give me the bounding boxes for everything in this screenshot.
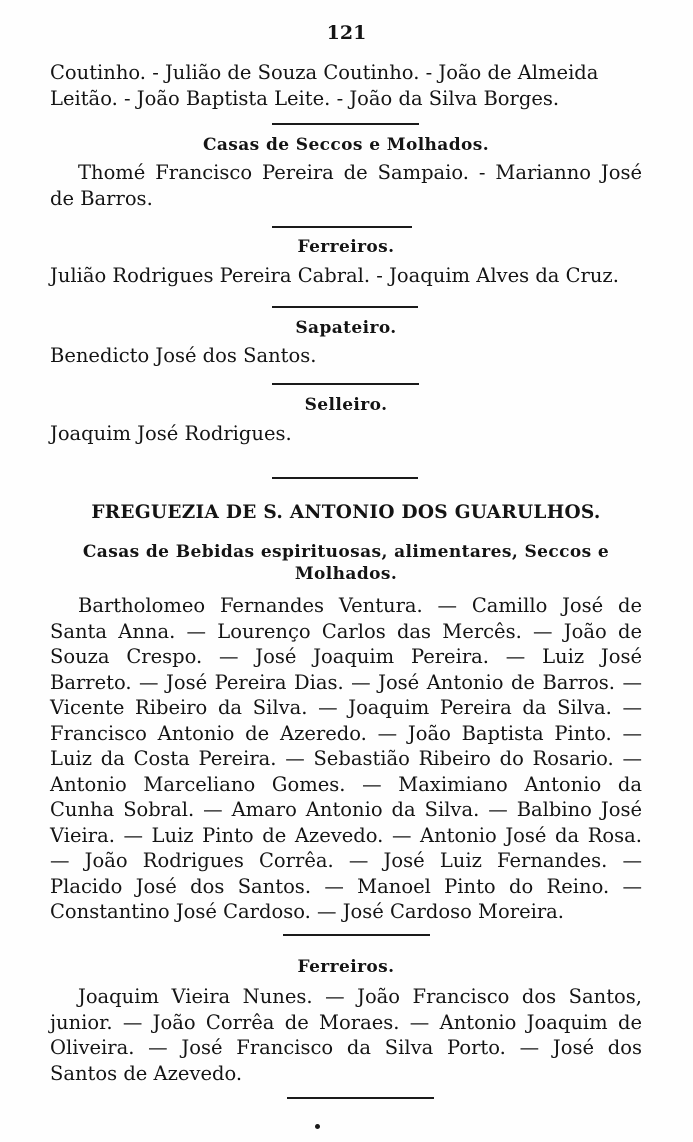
- section-divider: [272, 123, 419, 125]
- section-divider: [272, 306, 418, 308]
- continuation-line-1: Coutinho. - Julião de Souza Coutinho. - João de Almeida: [50, 61, 599, 84]
- parish-title: FREGUEZIA DE S. ANTONIO DOS GUARULHOS.: [91, 502, 601, 523]
- continuation-line-2: Leitão. - João Baptista Leite. - João da Silva Borges.: [50, 87, 560, 110]
- parish-divider: [272, 477, 418, 479]
- section-divider: [272, 226, 412, 228]
- section-heading-blacksmiths: Ferreiros.: [297, 237, 395, 257]
- section-heading-saddler: Selleiro.: [304, 395, 388, 415]
- section-heading-shoemaker: Sapateiro.: [295, 318, 397, 338]
- section-divider: [287, 1097, 434, 1099]
- section-text-saddler: Joaquim José Rodrigues.: [50, 422, 292, 445]
- section-divider: [272, 383, 419, 385]
- section-heading-beverages: Casas de Bebidas espirituosas, alimentares, Seccos e Molhados.: [82, 542, 610, 584]
- ink-dot: [315, 1124, 320, 1129]
- section-text-blacksmiths: Julião Rodrigues Pereira Cabral. - Joaquim Alves da Cruz.: [50, 264, 619, 287]
- section-text-blacksmiths-2: Joaquim Vieira Nunes. — João Francisco dos Santos, junior. — João Corrêa de Moraes. — Antonio Joaquim de Oliveira. — José Francisco da Silva Porto. — José dos Santos de Azevedo.: [50, 985, 642, 1085]
- section-text-shoemaker: Benedicto José dos Santos.: [50, 344, 317, 367]
- section-text-dry-wet-goods: Thomé Francisco Pereira de Sampaio. - Marianno José de Barros.: [50, 161, 642, 210]
- page-number: 121: [326, 22, 367, 44]
- section-heading-dry-wet-goods: Casas de Seccos e Molhados.: [202, 135, 490, 155]
- section-divider: [283, 934, 430, 936]
- section-text-beverages: Bartholomeo Fernandes Ventura. — Camillo José de Santa Anna. — Lourenço Carlos das Mercês. — João de Souza Crespo. — José Joaquim Pereira. — Luiz José Barreto. — José Pereira Dias. — José Antonio de Barros. — Vicente Ribeiro da Silva. — Joaquim Pereira da Silva. — Francisco Antonio de Azeredo. — João Baptista Pinto. — Luiz da Costa Pereira. — Sebastião Ribeiro do Rosario. — Antonio Marceliano Gomes. — Maximiano Antonio da Cunha Sobral. — Amaro Antonio da Silva. — Balbino José Vieira. — Luiz Pinto de Azevedo. — Antonio José da Rosa. — João Rodrigues Corrêa. — José Luiz Fernandes. — Placido José dos Santos. — Manoel Pinto do Reino. — Constantino José Cardoso. — José Cardoso Moreira.: [50, 594, 642, 923]
- section-heading-blacksmiths-2: Ferreiros.: [297, 957, 395, 977]
